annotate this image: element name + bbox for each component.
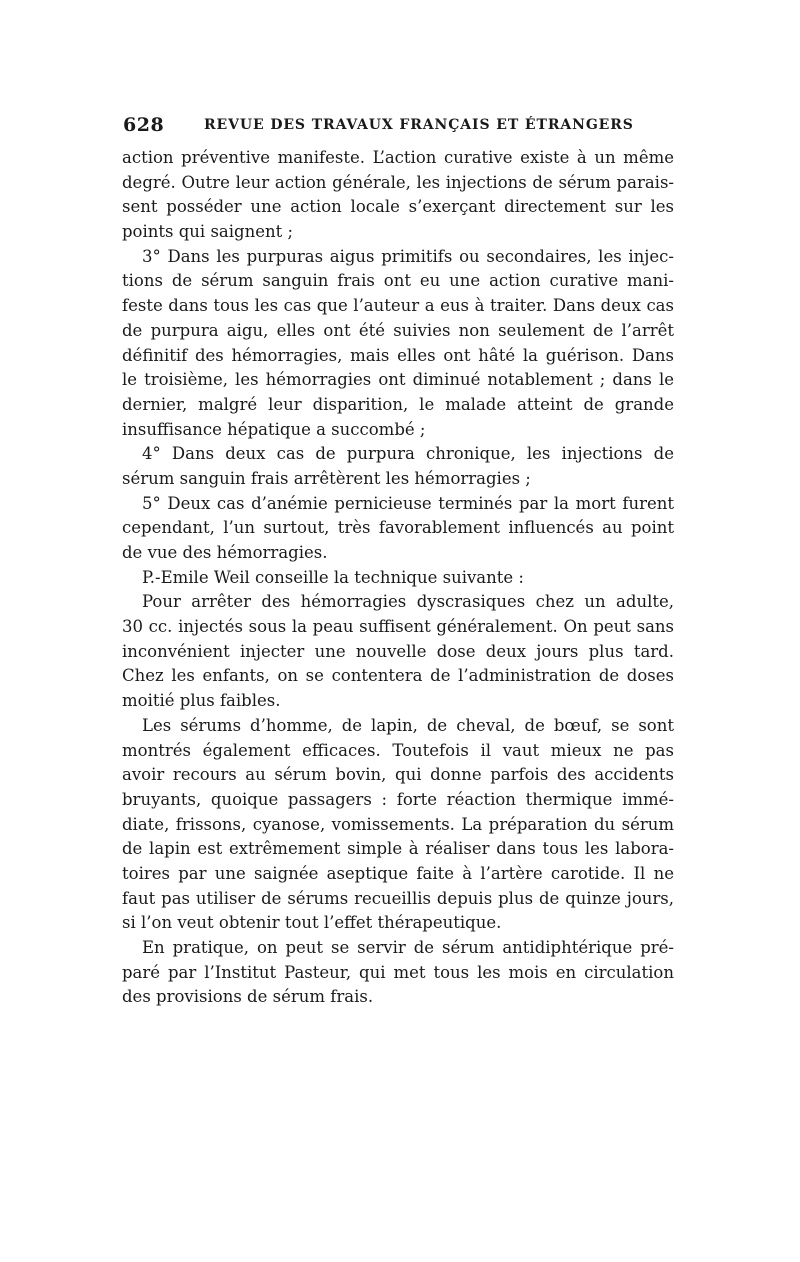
body-text: [122, 146, 674, 1010]
text-line: 4° Dans deux cas de purpura chronique, les injections de: [142, 444, 674, 464]
text-line: des provisions de sérum frais.: [122, 987, 374, 1007]
text-line: moitié plus faibles.: [122, 691, 281, 711]
text-line: 30 cc. injectés sous la peau suffisent généralement. On peut sans: [122, 617, 674, 637]
running-head: [123, 114, 683, 140]
text-line: insuffisance hépatique a succombé ;: [122, 419, 426, 439]
text-line: diate, frissons, cyanose, vomissements. La préparation du sérum: [122, 814, 674, 834]
text-line: définitif des hémorragies, mais elles ont hâté la guérison. Dans: [122, 345, 674, 365]
text-line: 5° Deux cas d’anémie pernicieuse terminés par la mort furent: [142, 493, 674, 513]
text-line: faut pas utiliser de sérums recueillis depuis plus de quinze jours,: [122, 888, 674, 908]
text-line: de vue des hémorragies.: [122, 543, 328, 562]
running-title: REVUE DES TRAVAUX FRANÇAIS ET ÉTRANGERS: [204, 117, 634, 133]
text-line: bruyants, quoique passagers : forte réaction thermique immé-: [122, 789, 674, 809]
text-line: Chez les enfants, on se contentera de l’administration de doses: [122, 666, 674, 686]
text-line: P.-Emile Weil conseille la technique suivante :: [142, 567, 524, 587]
text-line: montrés également efficaces. Toutefois il vaut mieux ne pas: [122, 740, 674, 760]
text-line: si l’on veut obtenir tout l’effet thérapeutique.: [122, 913, 502, 933]
text-line: 3° Dans les purpuras aigus primitifs ou secondaires, les injec-: [142, 246, 674, 266]
text-line: toires par une saignée aseptique faite à l’artère carotide. Il ne: [122, 863, 674, 883]
text-line: action préventive manifeste. L’action curative existe à un même: [122, 148, 674, 167]
text-line: En pratique, on peut se servir de sérum antidiphtérique pré-: [142, 938, 674, 957]
text-line: degré. Outre leur action générale, les injections de sérum parais-: [122, 172, 674, 192]
text-line: dernier, malgré leur disparition, le malade atteint de grande: [122, 394, 674, 414]
text-line: inconvénient injecter une nouvelle dose deux jours plus tard.: [122, 641, 674, 661]
text-line: le troisième, les hémorragies ont diminué notablement ; dans le: [122, 370, 674, 390]
text-line: sent posséder une action locale s’exerçant directement sur les: [122, 197, 674, 217]
text-line: feste dans tous les cas que l’auteur a eus à traiter. Dans deux cas: [122, 296, 674, 316]
text-line: de purpura aigu, elles ont été suivies non seulement de l’arrêt: [122, 320, 674, 340]
text-line: paré par l’Institut Pasteur, qui met tous les mois en circulation: [122, 962, 674, 982]
text-line: Les sérums d’homme, de lapin, de cheval, de bœuf, se sont: [142, 715, 674, 735]
text-line: cependant, l’un surtout, très favorablement influencés au point: [122, 518, 674, 538]
text-line: tions de sérum sanguin frais ont eu une action curative mani-: [122, 271, 674, 291]
text-line: points qui saignent ;: [122, 222, 294, 242]
text-line: sérum sanguin frais arrêtèrent les hémorragies ;: [122, 468, 531, 488]
text-line: de lapin est extrêmement simple à réaliser dans tous les labora-: [122, 839, 674, 859]
text-line: Pour arrêter des hémorragies dyscrasiques chez un adulte,: [142, 592, 674, 612]
page-number: 628: [123, 114, 165, 136]
text-line: avoir recours au sérum bovin, qui donne parfois des accidents: [122, 765, 674, 785]
